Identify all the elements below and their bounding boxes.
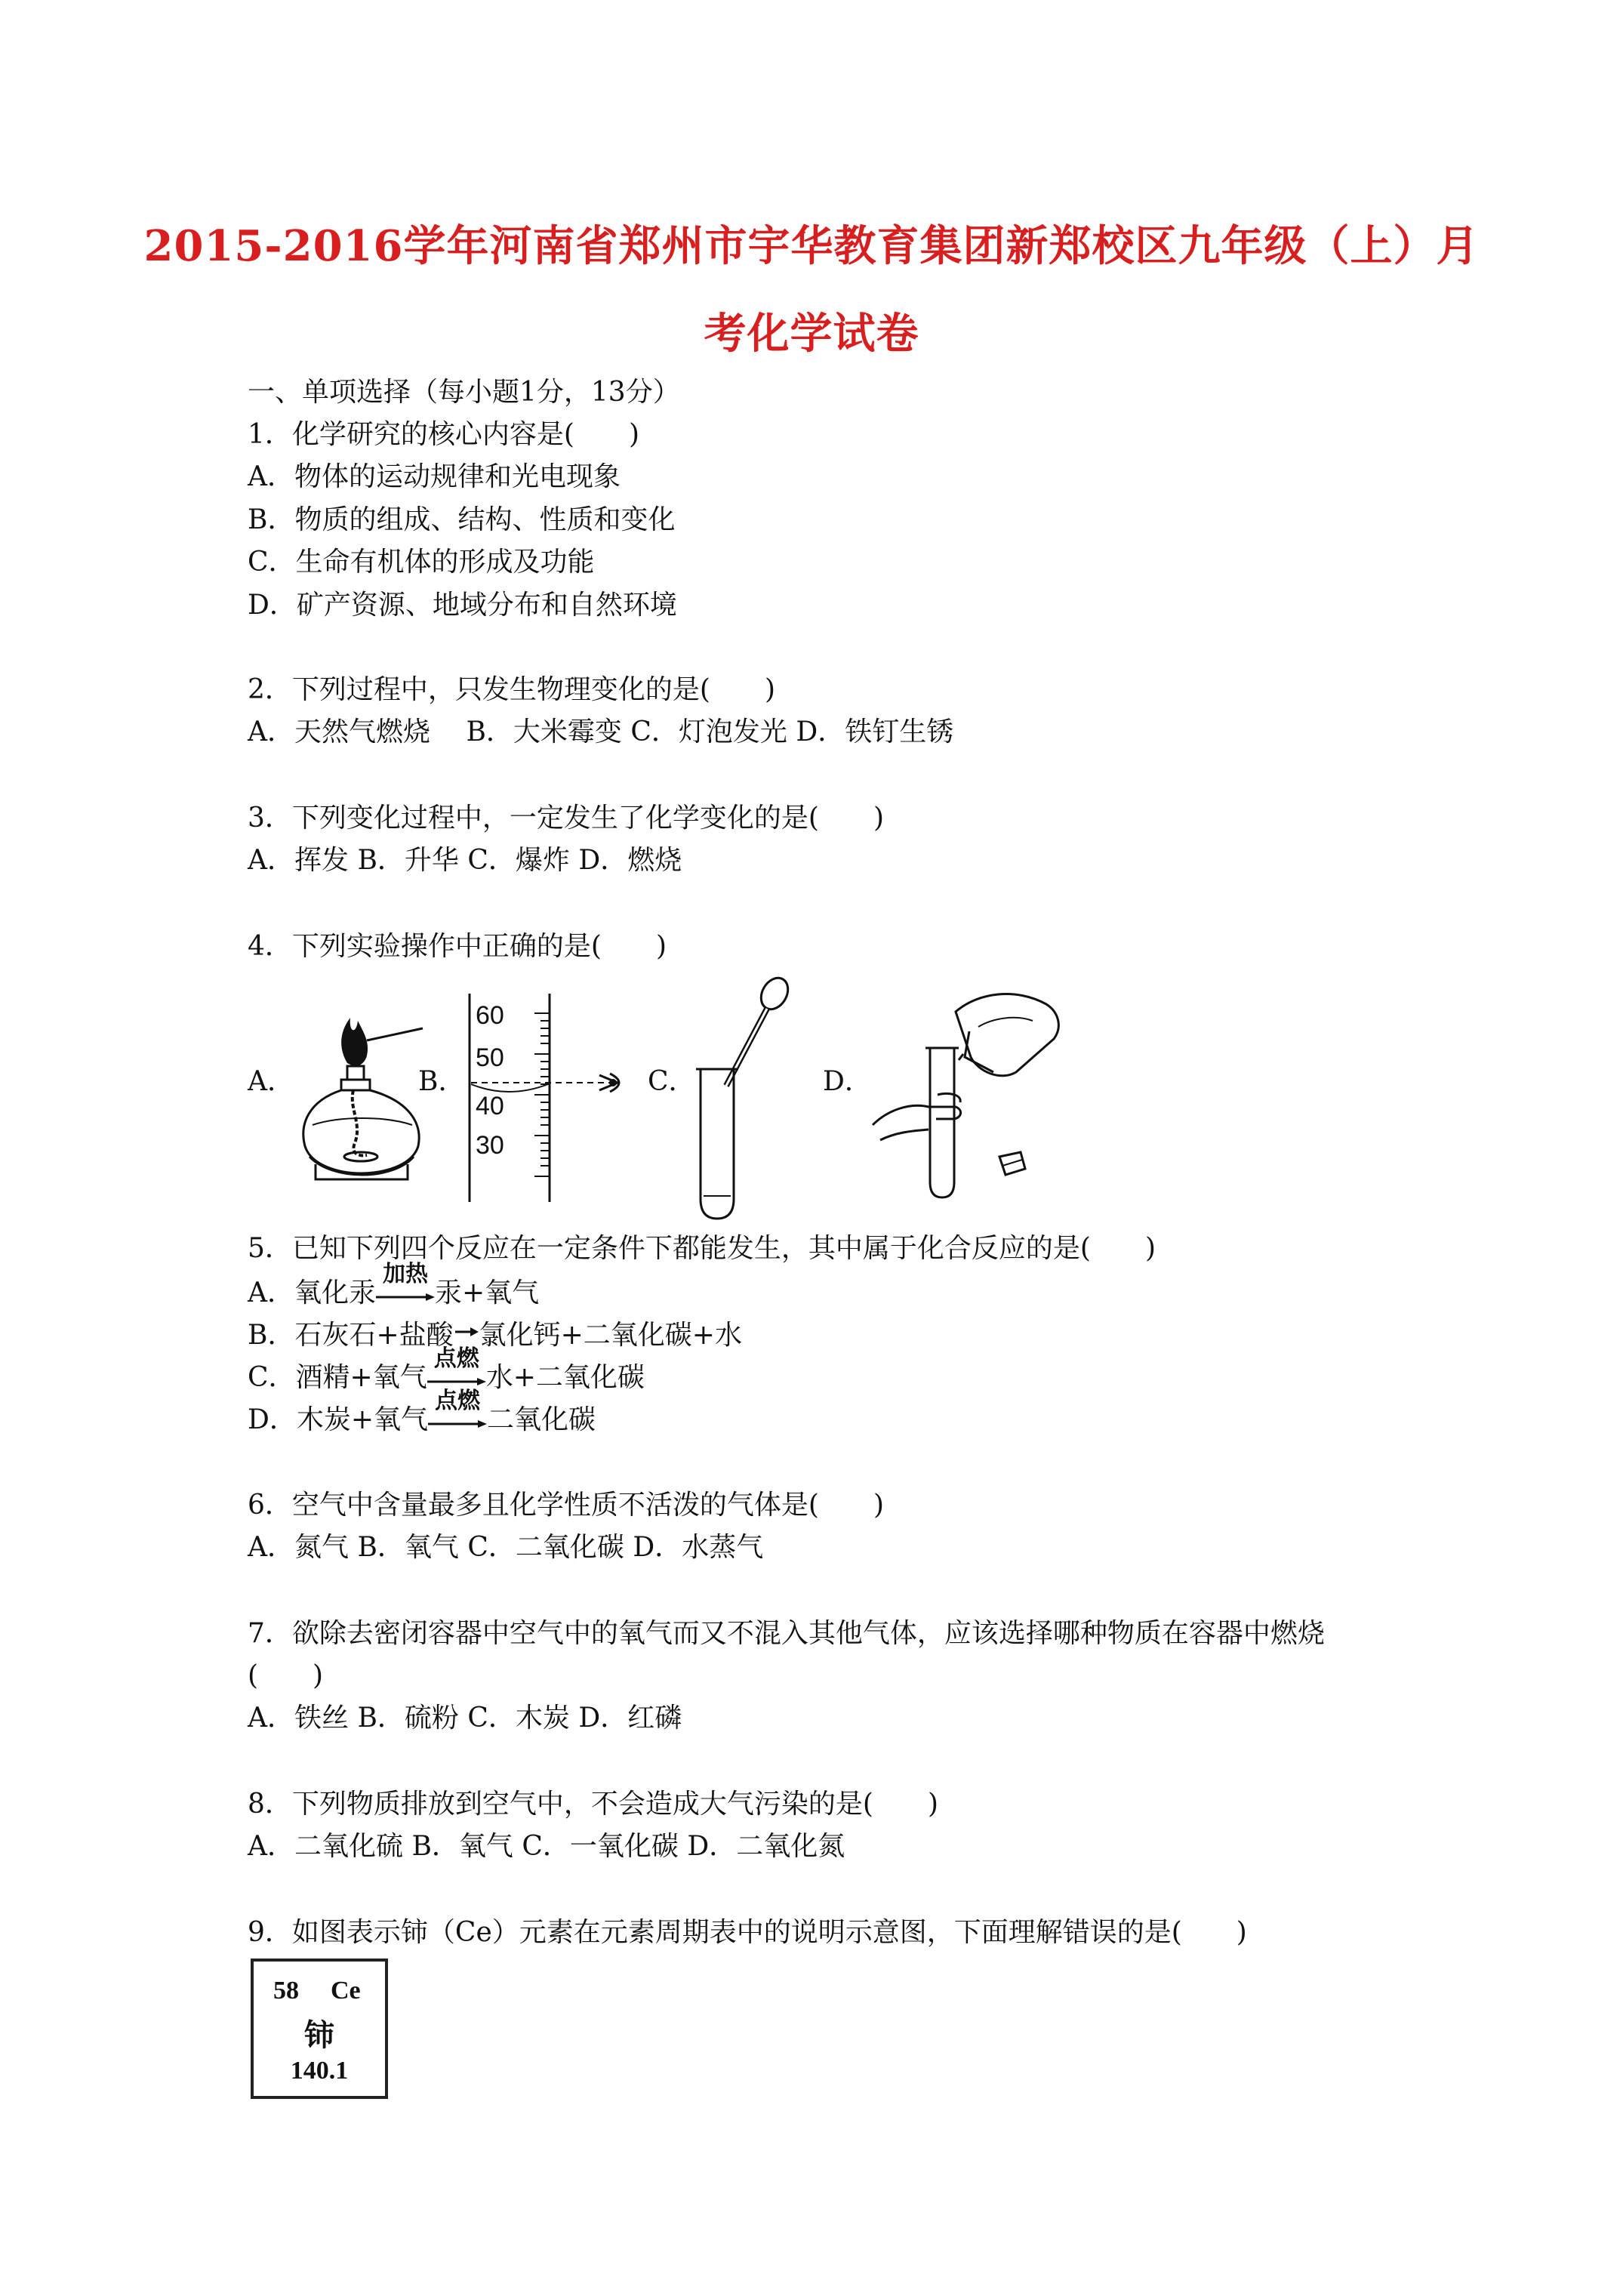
q7-stem: 7．欲除去密闭容器中空气中的氧气而又不混入其他气体，应该选择哪种物质在容器中燃烧 bbox=[248, 1618, 1325, 1649]
q5-b-product: 氯化钙+二氧化碳+水 bbox=[479, 1320, 742, 1351]
atomic-mass: 140.1 bbox=[290, 2057, 349, 2085]
q9-stem: 9．如图表示铈（Ce）元素在元素周期表中的说明示意图，下面理解错误的是( ) bbox=[248, 1917, 1247, 1948]
q8-stem: 8．下列物质排放到空气中，不会造成大气污染的是( ) bbox=[248, 1789, 938, 1820]
arrow-right-icon bbox=[428, 1419, 487, 1428]
atomic-number: 58 bbox=[273, 1977, 299, 2005]
q1-stem: 1．化学研究的核心内容是( ) bbox=[248, 419, 639, 450]
periodic-table-cell bbox=[251, 1959, 388, 2099]
q3-stem: 3．下列变化过程中，一定发生了化学变化的是( ) bbox=[248, 803, 884, 834]
cylinder-tick-60: 60 bbox=[476, 1001, 504, 1030]
q5-a-reactant: A．氧化汞 bbox=[248, 1277, 376, 1308]
q5-c-condition: 点燃 bbox=[433, 1345, 479, 1372]
q5-b-reactant: B．石灰石+盐酸 bbox=[248, 1320, 454, 1351]
q4-label-b: B． bbox=[418, 1066, 466, 1097]
q3-options: A．挥发 B．升华 C．爆炸 D．燃烧 bbox=[248, 845, 682, 876]
q1-option-d: D．矿产资源、地域分布和自然环境 bbox=[248, 590, 677, 621]
element-name: 铈 bbox=[304, 2018, 334, 2052]
cylinder-tick-40: 40 bbox=[476, 1092, 504, 1120]
q6-options: A．氮气 B．氧气 C．二氧化碳 D．水蒸气 bbox=[248, 1532, 764, 1563]
q4-stem: 4．下列实验操作中正确的是( ) bbox=[248, 931, 667, 962]
cylinder-tick-50: 50 bbox=[476, 1043, 504, 1072]
alcohol-lamp-figure bbox=[294, 995, 427, 1194]
exam-title-line2: 考化学试卷 bbox=[704, 309, 919, 359]
q5-a-product: 汞+氧气 bbox=[435, 1277, 540, 1308]
q5-option-a bbox=[248, 1261, 540, 1310]
q5-d-condition: 点燃 bbox=[435, 1388, 481, 1414]
q5-stem: 5．已知下列四个反应在一定条件下都能发生，其中属于化合反应的是( ) bbox=[248, 1233, 1156, 1264]
ignite-arrow bbox=[427, 1345, 486, 1388]
arrow-right-icon bbox=[454, 1318, 479, 1345]
q1-option-b: B．物质的组成、结构、性质和变化 bbox=[248, 504, 676, 535]
q5-c-reactant: C．酒精+氧气 bbox=[248, 1362, 427, 1393]
q6-stem: 6．空气中含量最多且化学性质不活泼的气体是( ) bbox=[248, 1490, 884, 1521]
q4-label-a: A． bbox=[248, 1066, 294, 1097]
q5-d-product: 二氧化碳 bbox=[487, 1404, 596, 1435]
ignite-arrow bbox=[428, 1388, 487, 1430]
q5-option-d bbox=[248, 1388, 596, 1437]
q4-label-c: C． bbox=[648, 1066, 696, 1097]
q1-option-c: C．生命有机体的形成及功能 bbox=[248, 547, 595, 578]
q5-a-condition: 加热 bbox=[383, 1261, 428, 1287]
q1-option-a: A．物体的运动规律和光电现象 bbox=[248, 461, 621, 492]
element-symbol: Ce bbox=[331, 1977, 361, 2005]
q7-options: A．铁丝 B．硫粉 C．木炭 D．红磷 bbox=[248, 1703, 682, 1734]
pouring-liquid-figure bbox=[865, 982, 1069, 1203]
pouring-hand-icon bbox=[865, 982, 1069, 1200]
q5-d-reactant: D．木炭+氧气 bbox=[248, 1404, 429, 1435]
q7-stem-continued: ( ) bbox=[248, 1660, 324, 1691]
graduated-cylinder-figure bbox=[462, 994, 643, 1208]
arrow-right-icon bbox=[376, 1293, 435, 1302]
q5-c-product: 水+二氧化碳 bbox=[485, 1362, 645, 1393]
q4-label-d: D． bbox=[823, 1066, 872, 1097]
section-heading: 一、单项选择（每小题1分，13分） bbox=[248, 377, 680, 408]
q5-option-b bbox=[248, 1318, 742, 1352]
alcohol-lamp-icon bbox=[294, 995, 427, 1191]
exam-title-line1: 2015-2016学年河南省郑州市宇华教育集团新郑校区九年级（上）月 bbox=[143, 221, 1480, 271]
q2-options: A．天然气燃烧 B．大米霉变 C．灯泡发光 D．铁钉生锈 bbox=[248, 717, 954, 747]
cylinder-tick-30: 30 bbox=[476, 1131, 504, 1160]
dropper-icon bbox=[694, 972, 800, 1222]
q8-options: A．二氧化硫 B．氧气 C．一氧化碳 D．二氧化氮 bbox=[248, 1831, 845, 1862]
dropper-test-tube-figure bbox=[694, 972, 800, 1225]
heating-arrow bbox=[376, 1261, 435, 1303]
measuring-cylinder-icon bbox=[462, 994, 643, 1205]
q2-stem: 2．下列过程中，只发生物理变化的是( ) bbox=[248, 674, 775, 705]
